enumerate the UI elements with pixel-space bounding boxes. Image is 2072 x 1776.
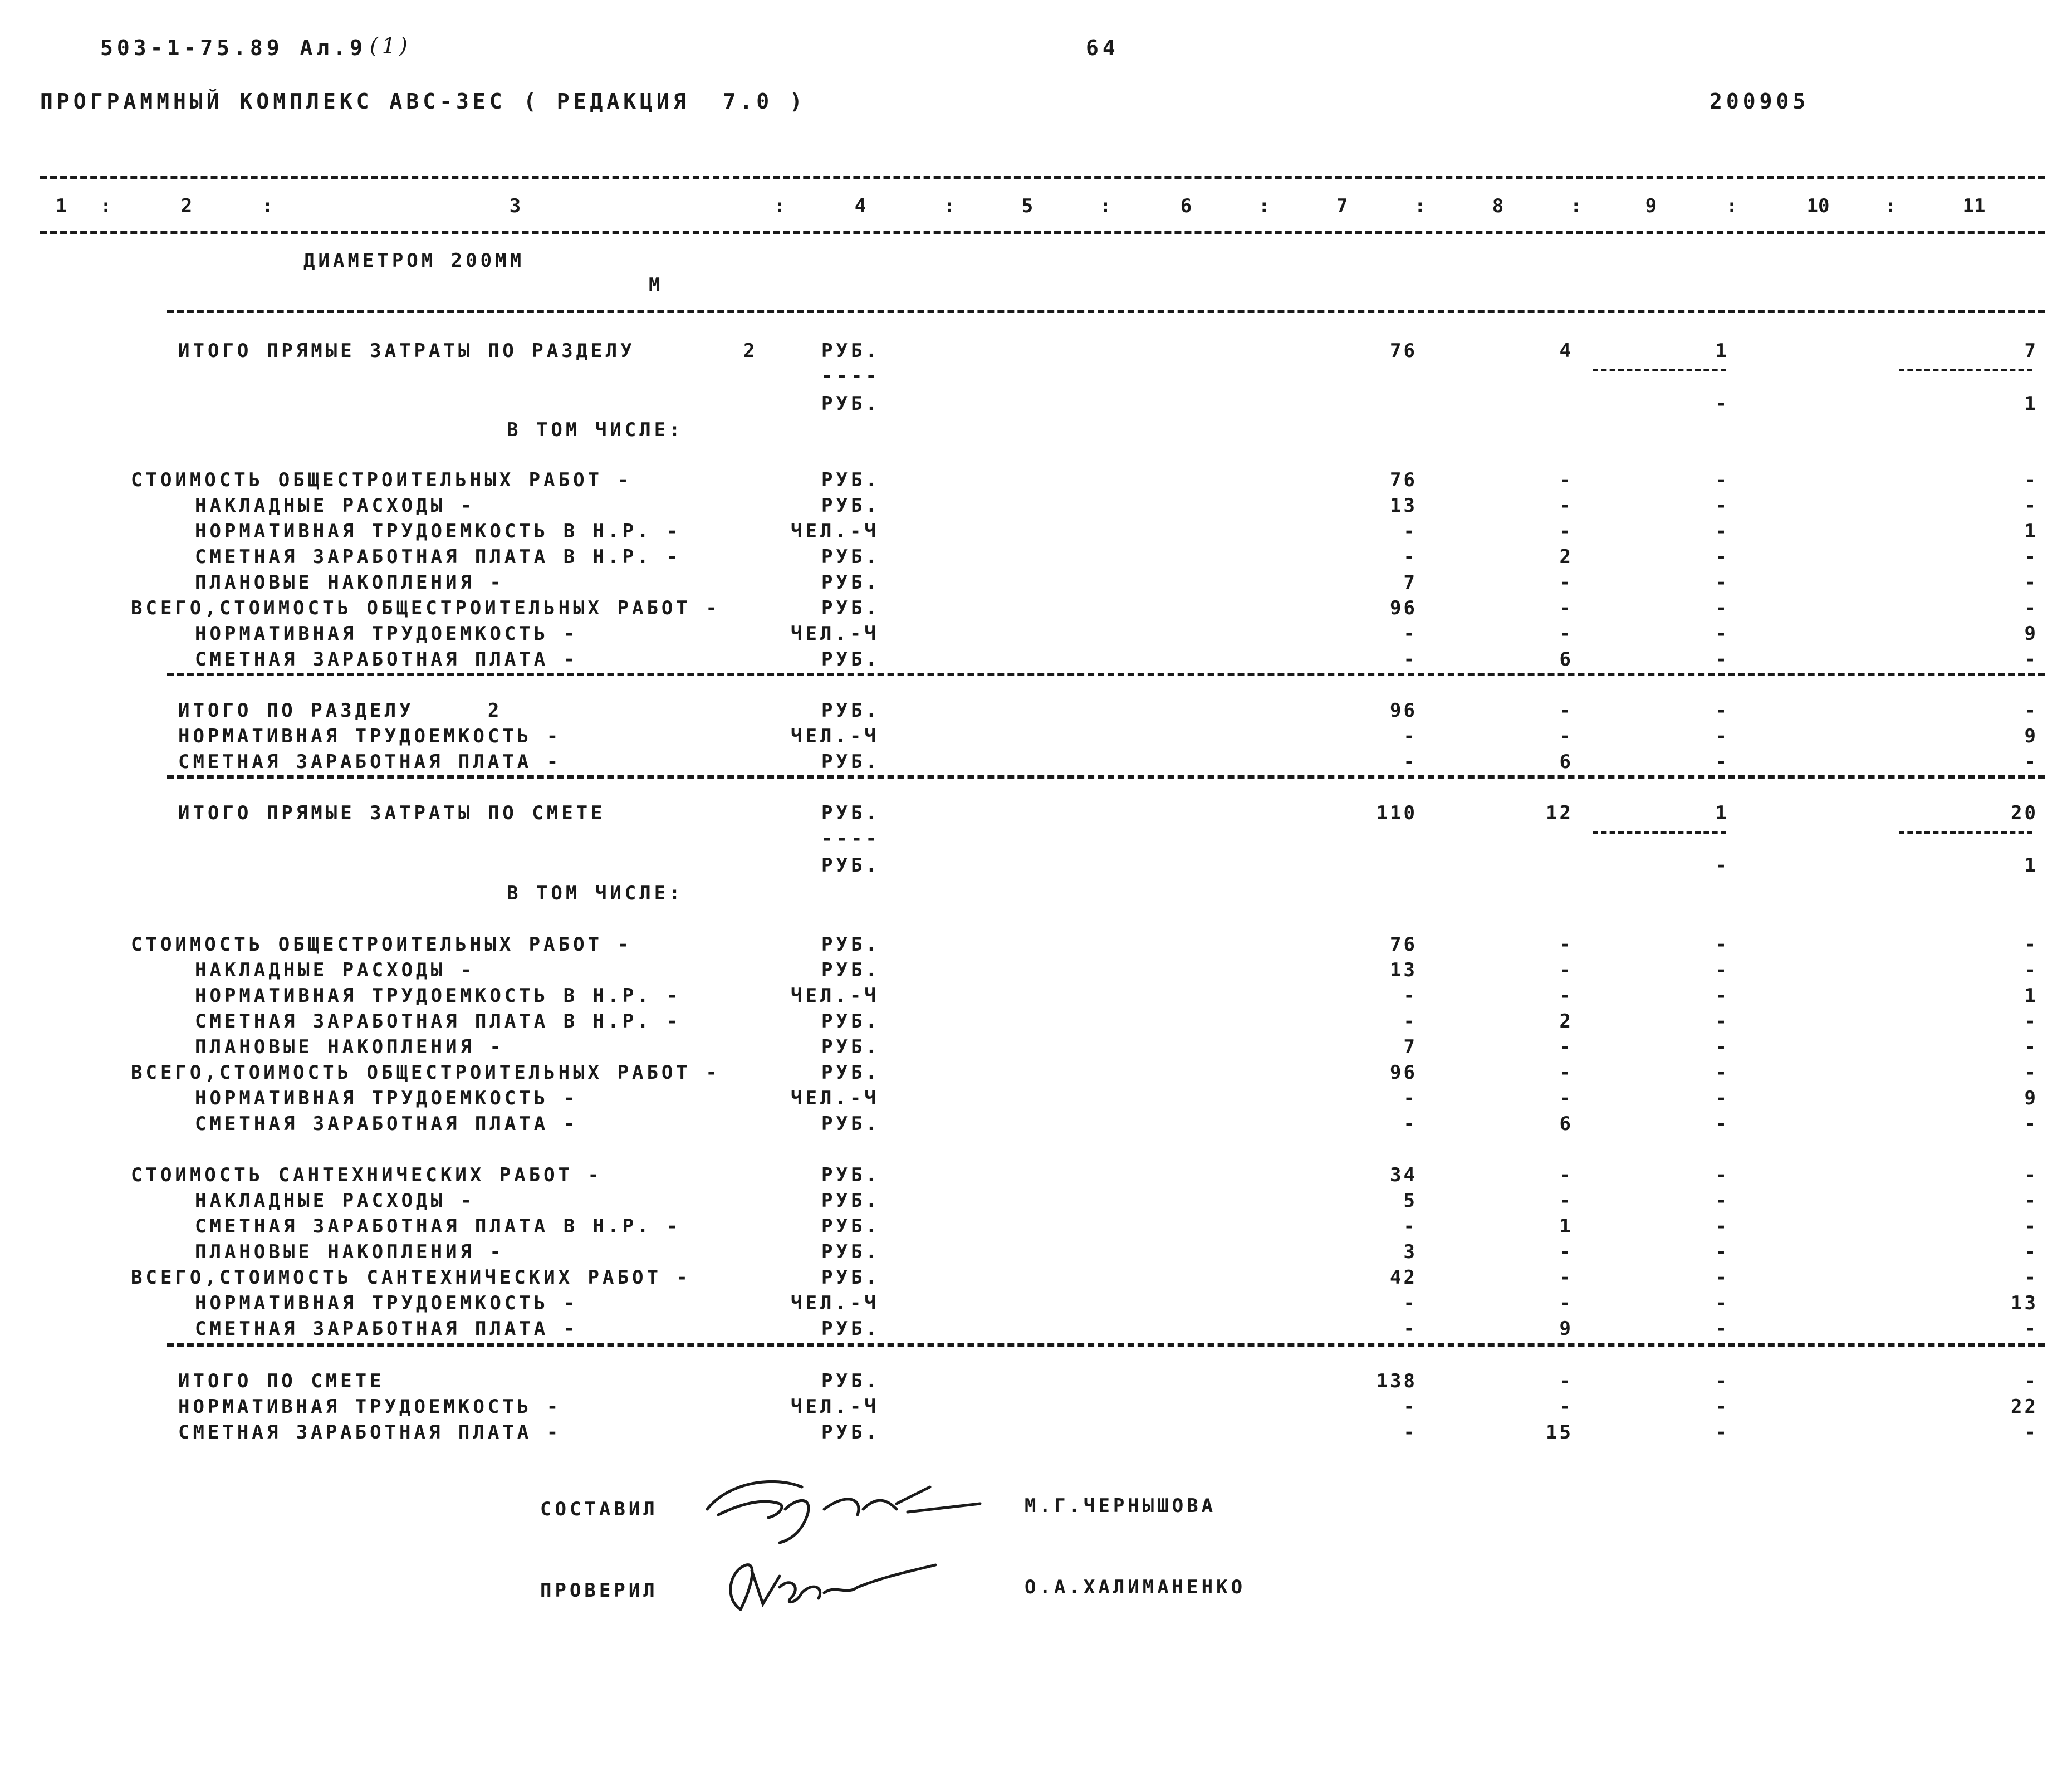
row-value-c8: 2 bbox=[1559, 546, 1573, 568]
row-value-c8: - bbox=[1559, 469, 1573, 491]
row-value-c7: - bbox=[1403, 1113, 1417, 1135]
block-separator bbox=[167, 775, 2045, 779]
row-unit: РУБ. bbox=[821, 393, 880, 415]
row-unit: ЧЕЛ.-Ч bbox=[791, 1087, 879, 1109]
row-unit: РУБ. bbox=[821, 1370, 880, 1392]
column-number-1: 1 bbox=[55, 195, 67, 217]
row-value-c7: 7 bbox=[1403, 1036, 1417, 1058]
row-value-c8: - bbox=[1559, 520, 1573, 542]
row-value-c9: - bbox=[1715, 495, 1729, 517]
row-label: ПЛАНОВЫЕ НАКОПЛЕНИЯ - bbox=[195, 1241, 504, 1263]
intro-line-2: М bbox=[649, 274, 664, 296]
block-separator bbox=[167, 1343, 2045, 1347]
row-value-c7: 3 bbox=[1403, 1241, 1417, 1263]
row-value-c11: 1 bbox=[2024, 520, 2038, 542]
page-number: 64 bbox=[1086, 36, 1119, 60]
row-label: НОРМАТИВНАЯ ТРУДОЕМКОСТЬ - bbox=[195, 1292, 579, 1314]
row-value-c8: - bbox=[1559, 1292, 1573, 1314]
row-label: СТОИМОСТЬ ОБЩЕСТРОИТЕЛЬНЫХ РАБОТ - bbox=[131, 469, 632, 491]
column-number-9: 9 bbox=[1645, 195, 1657, 217]
row-unit: РУБ. bbox=[821, 699, 880, 722]
row-label: НОРМАТИВНАЯ ТРУДОЕМКОСТЬ - bbox=[178, 1396, 562, 1418]
row-value-c9: - bbox=[1715, 623, 1729, 645]
row-unit: РУБ. bbox=[821, 340, 880, 362]
row-value-c11: - bbox=[2024, 699, 2038, 722]
row-value-c9: - bbox=[1715, 1087, 1729, 1109]
row-value-c9: - bbox=[1715, 751, 1729, 773]
row-value-c9: - bbox=[1715, 1113, 1729, 1135]
row-value-c7: 96 bbox=[1390, 1061, 1417, 1084]
column-number-7: 7 bbox=[1336, 195, 1348, 217]
row-value-c11: 1 bbox=[2024, 985, 2038, 1007]
block-separator bbox=[167, 673, 2045, 676]
row-unit: РУБ. bbox=[821, 1421, 880, 1444]
row-label: ПЛАНОВЫЕ НАКОПЛЕНИЯ - bbox=[195, 571, 504, 594]
row-value-c7: - bbox=[1403, 1292, 1417, 1314]
row-value-c9: - bbox=[1715, 1370, 1729, 1392]
row-value-c8: - bbox=[1559, 1087, 1573, 1109]
row-value-c9: - bbox=[1715, 393, 1729, 415]
row-label: СТОИМОСТЬ ОБЩЕСТРОИТЕЛЬНЫХ РАБОТ - bbox=[131, 933, 632, 956]
row-value-c11: - bbox=[2024, 597, 2038, 619]
row-value-c11: - bbox=[2024, 648, 2038, 671]
row-value-c11: - bbox=[2024, 1061, 2038, 1084]
column-number-4: 4 bbox=[854, 195, 866, 217]
column-divider: : bbox=[944, 195, 956, 217]
column-number-2: 2 bbox=[180, 195, 193, 217]
row-value-c9: - bbox=[1715, 933, 1729, 956]
row-value-c11: - bbox=[2024, 546, 2038, 568]
row-value-c7: 76 bbox=[1390, 340, 1417, 362]
row-unit: РУБ. bbox=[821, 597, 880, 619]
row-label: В ТОМ ЧИСЛЕ: bbox=[507, 419, 684, 441]
column-divider: : bbox=[1100, 195, 1111, 217]
row-value-c11: - bbox=[2024, 571, 2038, 594]
section-separator bbox=[167, 310, 2045, 313]
row-value-c11: - bbox=[2024, 1164, 2038, 1186]
composed-label: СОСТАВИЛ bbox=[540, 1498, 658, 1520]
row-label: СМЕТНАЯ ЗАРАБОТНАЯ ПЛАТА - bbox=[195, 1113, 579, 1135]
row-value-c9: - bbox=[1715, 985, 1729, 1007]
row-label: СТОИМОСТЬ САНТЕХНИЧЕСКИХ РАБОТ - bbox=[131, 1164, 603, 1186]
row-unit: РУБ. bbox=[821, 1241, 880, 1263]
row-unit: ЧЕЛ.-Ч bbox=[791, 623, 879, 645]
row-value-c9: - bbox=[1715, 854, 1729, 877]
row-value-c9: - bbox=[1715, 1396, 1729, 1418]
row-label: ИТОГО ПРЯМЫЕ ЗАТРАТЫ ПО РАЗДЕЛУ bbox=[178, 340, 635, 362]
row-value-c8: 6 bbox=[1559, 1113, 1573, 1135]
row-value-c9: - bbox=[1715, 469, 1729, 491]
row-value-c11: - bbox=[2024, 1036, 2038, 1058]
row-label: СМЕТНАЯ ЗАРАБОТНАЯ ПЛАТА В Н.Р. - bbox=[195, 1215, 682, 1237]
row-label: В ТОМ ЧИСЛЕ: bbox=[507, 882, 684, 904]
row-value-c9: 1 bbox=[1715, 802, 1729, 824]
row-value-c7: - bbox=[1403, 1010, 1417, 1033]
row-label: ИТОГО ПРЯМЫЕ ЗАТРАТЫ ПО СМЕТЕ bbox=[178, 802, 606, 824]
row-label: ИТОГО ПО СМЕТЕ bbox=[178, 1370, 385, 1392]
row-value-c8: 1 bbox=[1559, 1215, 1573, 1237]
row-value-c11: 9 bbox=[2024, 725, 2038, 747]
row-value-c11: - bbox=[2024, 1113, 2038, 1135]
row-value-c9: - bbox=[1715, 959, 1729, 981]
row-label: ВСЕГО,СТОИМОСТЬ ОБЩЕСТРОИТЕЛЬНЫХ РАБОТ - bbox=[131, 597, 721, 619]
row-value-c9: - bbox=[1715, 1215, 1729, 1237]
row-value-c11: - bbox=[2024, 1190, 2038, 1212]
row-value-c8: - bbox=[1559, 1190, 1573, 1212]
row-value-c7: 76 bbox=[1390, 933, 1417, 956]
row-value-c8: 15 bbox=[1546, 1421, 1573, 1444]
row-unit: ЧЕЛ.-Ч bbox=[791, 985, 879, 1007]
row-value-c8: 6 bbox=[1559, 648, 1573, 671]
row-value-c8: - bbox=[1559, 597, 1573, 619]
row-value-c9: - bbox=[1715, 546, 1729, 568]
column-number-8: 8 bbox=[1492, 195, 1504, 217]
column-divider: : bbox=[1258, 195, 1270, 217]
column-divider: : bbox=[1414, 195, 1426, 217]
row-value-c11: - bbox=[2024, 933, 2038, 956]
row-value-c11: - bbox=[2024, 1318, 2038, 1340]
column-divider: : bbox=[1570, 195, 1582, 217]
column-number-5: 5 bbox=[1021, 195, 1033, 217]
row-value-c11: - bbox=[2024, 495, 2038, 517]
row-unit: РУБ. bbox=[821, 1266, 880, 1289]
row-value-c7: - bbox=[1403, 1215, 1417, 1237]
row-unit: РУБ. bbox=[821, 1190, 880, 1212]
row-unit: РУБ. bbox=[821, 1010, 880, 1033]
row-value-c11: 20 bbox=[2011, 802, 2038, 824]
row-value-c11: 9 bbox=[2024, 623, 2038, 645]
row-value-c8: - bbox=[1559, 1164, 1573, 1186]
row-label: НОРМАТИВНАЯ ТРУДОЕМКОСТЬ В Н.Р. - bbox=[195, 985, 682, 1007]
row-label: СМЕТНАЯ ЗАРАБОТНАЯ ПЛАТА - bbox=[178, 1421, 562, 1444]
row-value-c7: 34 bbox=[1390, 1164, 1417, 1186]
checked-name: О.А.ХАЛИМАНЕНКО bbox=[1025, 1576, 1246, 1598]
checked-signature bbox=[718, 1554, 941, 1626]
row-unit: ЧЕЛ.-Ч bbox=[791, 520, 879, 542]
row-value-c9: - bbox=[1715, 1266, 1729, 1289]
row-value-c8: - bbox=[1559, 495, 1573, 517]
row-value-c8: - bbox=[1559, 725, 1573, 747]
row-value-c8: 6 bbox=[1559, 751, 1573, 773]
row-label: НАКЛАДНЫЕ РАСХОДЫ - bbox=[195, 959, 475, 981]
subtotal-underline bbox=[1899, 831, 2032, 834]
row-value-c9: - bbox=[1715, 1190, 1729, 1212]
row-value-c7: - bbox=[1403, 623, 1417, 645]
row-label: СМЕТНАЯ ЗАРАБОТНАЯ ПЛАТА В Н.Р. - bbox=[195, 546, 682, 568]
row-label: НОРМАТИВНАЯ ТРУДОЕМКОСТЬ - bbox=[195, 1087, 579, 1109]
row-value-c8: - bbox=[1559, 959, 1573, 981]
row-value-c8: - bbox=[1559, 1036, 1573, 1058]
composed-name: М.Г.ЧЕРНЫШОВА bbox=[1025, 1495, 1217, 1517]
row-value-c7: - bbox=[1403, 648, 1417, 671]
row-value-c7: 76 bbox=[1390, 469, 1417, 491]
column-number-10: 10 bbox=[1806, 195, 1830, 217]
row-label: СМЕТНАЯ ЗАРАБОТНАЯ ПЛАТА - bbox=[178, 751, 562, 773]
row-value-c9: - bbox=[1715, 1036, 1729, 1058]
row-value-c7: - bbox=[1403, 546, 1417, 568]
row-unit: ЧЕЛ.-Ч bbox=[791, 1396, 879, 1418]
row-value-c9: - bbox=[1715, 1421, 1729, 1444]
date-code: 200905 bbox=[1709, 89, 1810, 114]
program-title: ПРОГРАММНЫЙ КОМПЛЕКС АВС-3ЕС bbox=[40, 89, 506, 114]
row-value-c7: - bbox=[1403, 1087, 1417, 1109]
row-value-c8: - bbox=[1559, 1396, 1573, 1418]
row-value-c9: - bbox=[1715, 699, 1729, 722]
row-value-c9: 1 bbox=[1715, 340, 1729, 362]
row-value-c9: - bbox=[1715, 1292, 1729, 1314]
row-label: ПЛАНОВЫЕ НАКОПЛЕНИЯ - bbox=[195, 1036, 504, 1058]
row-value-c8: 4 bbox=[1559, 340, 1573, 362]
row-value-c8: - bbox=[1559, 933, 1573, 956]
row-label: НАКЛАДНЫЕ РАСХОДЫ - bbox=[195, 495, 475, 517]
row-unit: ---- bbox=[821, 365, 880, 387]
row-value-c8: - bbox=[1559, 1241, 1573, 1263]
row-value-c9: - bbox=[1715, 1010, 1729, 1033]
checked-label: ПРОВЕРИЛ bbox=[540, 1579, 658, 1602]
subtotal-underline bbox=[1593, 831, 1726, 834]
row-value-c11: - bbox=[2024, 1421, 2038, 1444]
row-value-c8: 12 bbox=[1546, 802, 1573, 824]
row-value-c7: 5 bbox=[1403, 1190, 1417, 1212]
row-unit: РУБ. bbox=[821, 1318, 880, 1340]
row-value-c9: - bbox=[1715, 725, 1729, 747]
row-value-c11: - bbox=[2024, 1370, 2038, 1392]
row-value-c8: - bbox=[1559, 699, 1573, 722]
composed-signature bbox=[696, 1470, 986, 1548]
row-value-c9: - bbox=[1715, 1241, 1729, 1263]
row-value-c7: - bbox=[1403, 1318, 1417, 1340]
column-divider: : bbox=[774, 195, 786, 217]
row-value-c7: 42 bbox=[1390, 1266, 1417, 1289]
row-value-c7: 96 bbox=[1390, 699, 1417, 722]
column-number-3: 3 bbox=[509, 195, 521, 217]
column-divider: : bbox=[1726, 195, 1738, 217]
row-label: НОРМАТИВНАЯ ТРУДОЕМКОСТЬ - bbox=[195, 623, 579, 645]
doc-code: 503-1-75.89 Ал.9 bbox=[100, 36, 367, 60]
row-value-c11: 22 bbox=[2011, 1396, 2038, 1418]
row-value-c9: - bbox=[1715, 1318, 1729, 1340]
row-value-c8: - bbox=[1559, 623, 1573, 645]
column-number-11: 11 bbox=[1962, 195, 1986, 217]
row-unit: ---- bbox=[821, 828, 880, 850]
row-value-c11: 1 bbox=[2024, 854, 2038, 877]
row-value-c11: - bbox=[2024, 1010, 2038, 1033]
top-separator bbox=[40, 176, 2045, 179]
row-value-c7: 96 bbox=[1390, 597, 1417, 619]
row-unit: РУБ. bbox=[821, 802, 880, 824]
edition: ( РЕДАКЦИЯ 7.0 ) bbox=[523, 89, 806, 114]
row-value-c9: - bbox=[1715, 520, 1729, 542]
row-value-c7: - bbox=[1403, 751, 1417, 773]
row-value-c8: - bbox=[1559, 1061, 1573, 1084]
row-unit: РУБ. bbox=[821, 1113, 880, 1135]
row-value-c8: - bbox=[1559, 985, 1573, 1007]
row-unit: РУБ. bbox=[821, 933, 880, 956]
row-value-c9: - bbox=[1715, 1164, 1729, 1186]
row-label: ВСЕГО,СТОИМОСТЬ ОБЩЕСТРОИТЕЛЬНЫХ РАБОТ - bbox=[131, 1061, 721, 1084]
row-unit: РУБ. bbox=[821, 469, 880, 491]
row-unit: РУБ. bbox=[821, 751, 880, 773]
row-value-c9: - bbox=[1715, 597, 1729, 619]
subtotal-underline bbox=[1899, 369, 2032, 371]
row-unit: РУБ. bbox=[821, 854, 880, 877]
doc-code-handwritten: (1) bbox=[370, 33, 412, 58]
row-unit: РУБ. bbox=[821, 648, 880, 671]
row-unit: РУБ. bbox=[821, 1215, 880, 1237]
row-unit: РУБ. bbox=[821, 495, 880, 517]
row-value-c7: - bbox=[1403, 1421, 1417, 1444]
column-divider: : bbox=[1885, 195, 1897, 217]
row-value-c7: 13 bbox=[1390, 959, 1417, 981]
row-value-c11: - bbox=[2024, 1266, 2038, 1289]
row-value-c11: - bbox=[2024, 1215, 2038, 1237]
row-value-c9: - bbox=[1715, 571, 1729, 594]
row-unit: РУБ. bbox=[821, 571, 880, 594]
row-value-c8: - bbox=[1559, 1266, 1573, 1289]
row-value-c11: 7 bbox=[2024, 340, 2038, 362]
row-value-c9: - bbox=[1715, 1061, 1729, 1084]
row-label: СМЕТНАЯ ЗАРАБОТНАЯ ПЛАТА В Н.Р. - bbox=[195, 1010, 682, 1033]
row-unit: РУБ. bbox=[821, 1164, 880, 1186]
row-value-c11: 9 bbox=[2024, 1087, 2038, 1109]
row-value-c7: - bbox=[1403, 725, 1417, 747]
row-unit: РУБ. bbox=[821, 1061, 880, 1084]
row-value-c11: - bbox=[2024, 1241, 2038, 1263]
row-value-c7: 138 bbox=[1376, 1370, 1417, 1392]
row-label: НАКЛАДНЫЕ РАСХОДЫ - bbox=[195, 1190, 475, 1212]
intro-line-1: ДИАМЕТРОМ 200ММ bbox=[303, 249, 525, 272]
column-number-6: 6 bbox=[1180, 195, 1192, 217]
row-value-c7: 110 bbox=[1376, 802, 1417, 824]
row-unit: РУБ. bbox=[821, 1036, 880, 1058]
row-value-c11: - bbox=[2024, 469, 2038, 491]
row-label: НОРМАТИВНАЯ ТРУДОЕМКОСТЬ - bbox=[178, 725, 562, 747]
column-divider: : bbox=[100, 195, 112, 217]
row-value-c8: - bbox=[1559, 1370, 1573, 1392]
column-divider: : bbox=[262, 195, 273, 217]
subtotal-underline bbox=[1593, 369, 1726, 371]
row-value-c7: - bbox=[1403, 985, 1417, 1007]
row-label: ИТОГО ПО РАЗДЕЛУ 2 bbox=[178, 699, 503, 722]
row-label: ВСЕГО,СТОИМОСТЬ САНТЕХНИЧЕСКИХ РАБОТ - bbox=[131, 1266, 691, 1289]
row-unit: РУБ. bbox=[821, 959, 880, 981]
row-value-c7: 13 bbox=[1390, 495, 1417, 517]
row-value-c8: 9 bbox=[1559, 1318, 1573, 1340]
row-value-c8: 2 bbox=[1559, 1010, 1573, 1033]
row-label: НОРМАТИВНАЯ ТРУДОЕМКОСТЬ В Н.Р. - bbox=[195, 520, 682, 542]
header-bottom-separator bbox=[40, 231, 2045, 234]
row-value-c7: - bbox=[1403, 1396, 1417, 1418]
row-value-c11: 13 bbox=[2011, 1292, 2038, 1314]
row-value-c8: - bbox=[1559, 571, 1573, 594]
row-value-c11: 1 bbox=[2024, 393, 2038, 415]
row-label: СМЕТНАЯ ЗАРАБОТНАЯ ПЛАТА - bbox=[195, 648, 579, 671]
row-value-c11: - bbox=[2024, 959, 2038, 981]
row-value-c9: - bbox=[1715, 648, 1729, 671]
row-section-number: 2 bbox=[743, 340, 758, 362]
row-unit: РУБ. bbox=[821, 546, 880, 568]
row-value-c11: - bbox=[2024, 751, 2038, 773]
row-value-c7: 7 bbox=[1403, 571, 1417, 594]
row-label: СМЕТНАЯ ЗАРАБОТНАЯ ПЛАТА - bbox=[195, 1318, 579, 1340]
row-unit: ЧЕЛ.-Ч bbox=[791, 1292, 879, 1314]
row-unit: ЧЕЛ.-Ч bbox=[791, 725, 879, 747]
row-value-c7: - bbox=[1403, 520, 1417, 542]
